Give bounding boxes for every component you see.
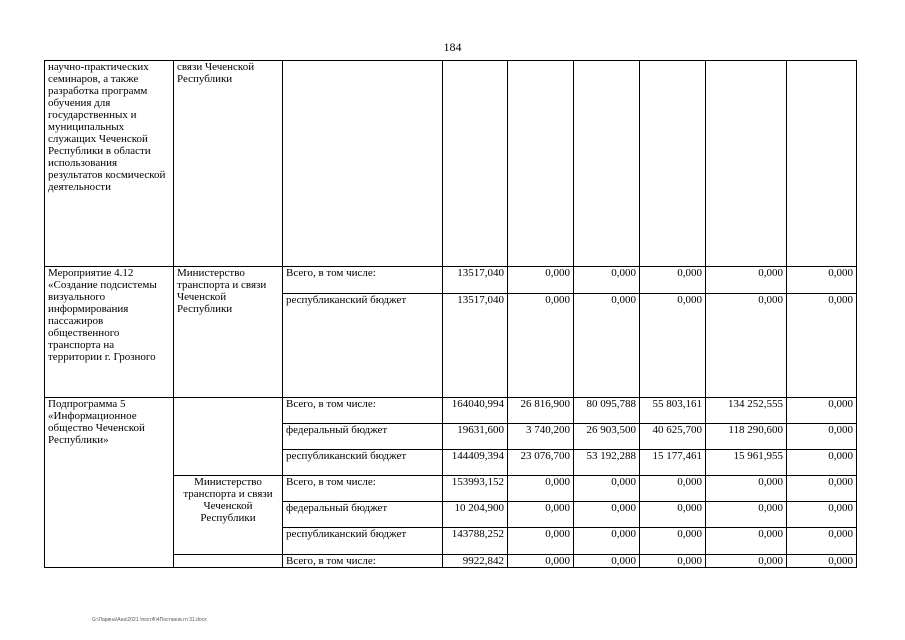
executor-cell: связи Чеченской Республики	[174, 61, 283, 267]
table-row	[45, 398, 857, 424]
value-cell: 0,000	[508, 294, 574, 398]
value-cell: 0,000	[706, 555, 787, 568]
value-cell	[574, 61, 640, 267]
value-cell: 9922,842	[443, 555, 508, 568]
value-cell: 164040,994	[443, 398, 508, 424]
value-cell: 0,000	[574, 528, 640, 555]
value-cell: 10 204,900	[443, 502, 508, 528]
value-cell: 0,000	[508, 555, 574, 568]
source-cell: республиканский бюджет	[283, 528, 443, 555]
subprogram-cell: Подпрограмма 5 «Информационное общество Чеченской Республики»	[45, 398, 174, 568]
source-cell: федеральный бюджет	[283, 424, 443, 450]
value-cell: 26 816,900	[508, 398, 574, 424]
value-cell: 144409,394	[443, 450, 508, 476]
value-cell: 0,000	[574, 502, 640, 528]
value-cell: 0,000	[508, 502, 574, 528]
value-cell: 0,000	[640, 267, 706, 294]
value-cell: 0,000	[787, 267, 857, 294]
value-cell: 15 961,955	[706, 450, 787, 476]
table-row	[45, 61, 857, 267]
value-cell: 0,000	[787, 294, 857, 398]
value-cell: 13517,040	[443, 267, 508, 294]
value-cell: 0,000	[706, 294, 787, 398]
value-cell: 118 290,600	[706, 424, 787, 450]
value-cell: 0,000	[640, 294, 706, 398]
program-table	[44, 60, 857, 568]
file-path-footer: G:\Ларина\Ана\2021 \постФ\4Постанов.гл 31.docx	[92, 617, 207, 623]
activity-cell: научно-практических семинаров, а также разработка программ обучения для государственных и муниципальных служащих Чеченской Республики в области использования результатов космической деятельности	[45, 61, 174, 267]
value-cell: 13517,040	[443, 294, 508, 398]
value-cell	[443, 61, 508, 267]
value-cell: 0,000	[574, 267, 640, 294]
page-number: 184	[443, 40, 462, 54]
value-cell: 3 740,200	[508, 424, 574, 450]
value-cell: 19631,600	[443, 424, 508, 450]
value-cell: 0,000	[706, 267, 787, 294]
value-cell: 134 252,555	[706, 398, 787, 424]
value-cell: 0,000	[787, 424, 857, 450]
value-cell: 0,000	[787, 555, 857, 568]
executor-cell: Министерство транспорта и связи Чеченской Республики	[174, 267, 283, 398]
value-cell: 0,000	[787, 476, 857, 502]
executor-cell	[174, 398, 283, 476]
source-cell: Всего, в том числе:	[283, 476, 443, 502]
source-cell	[283, 61, 443, 267]
source-cell: Всего, в том числе:	[283, 398, 443, 424]
value-cell: 80 095,788	[574, 398, 640, 424]
value-cell: 0,000	[574, 476, 640, 502]
value-cell: 0,000	[787, 450, 857, 476]
value-cell: 0,000	[574, 294, 640, 398]
value-cell: 40 625,700	[640, 424, 706, 450]
executor-cell	[174, 555, 283, 568]
value-cell: 0,000	[508, 267, 574, 294]
source-cell: Всего, в том числе:	[283, 267, 443, 294]
value-cell: 143788,252	[443, 528, 508, 555]
value-cell	[508, 61, 574, 267]
source-cell: Всего, в том числе:	[283, 555, 443, 568]
executor-cell: Министерство транспорта и связи Чеченской Республики	[174, 476, 283, 555]
source-cell: республиканский бюджет	[283, 450, 443, 476]
value-cell: 26 903,500	[574, 424, 640, 450]
value-cell: 0,000	[706, 528, 787, 555]
value-cell: 0,000	[508, 528, 574, 555]
source-cell: республиканский бюджет	[283, 294, 443, 398]
value-cell: 55 803,161	[640, 398, 706, 424]
value-cell: 0,000	[640, 502, 706, 528]
value-cell: 0,000	[706, 476, 787, 502]
value-cell: 0,000	[640, 528, 706, 555]
value-cell: 0,000	[787, 502, 857, 528]
value-cell: 153993,152	[443, 476, 508, 502]
source-cell: федеральный бюджет	[283, 502, 443, 528]
value-cell: 0,000	[640, 476, 706, 502]
value-cell: 23 076,700	[508, 450, 574, 476]
value-cell	[706, 61, 787, 267]
table-row	[45, 267, 857, 294]
value-cell	[640, 61, 706, 267]
value-cell: 0,000	[787, 528, 857, 555]
activity-cell: Мероприятие 4.12 «Создание подсистемы визуального информирования пассажиров общественного транспорта на территории г. Грозного	[45, 267, 174, 398]
value-cell	[787, 61, 857, 267]
value-cell: 0,000	[706, 502, 787, 528]
value-cell: 0,000	[574, 555, 640, 568]
value-cell: 15 177,461	[640, 450, 706, 476]
value-cell: 0,000	[640, 555, 706, 568]
value-cell: 0,000	[787, 398, 857, 424]
value-cell: 53 192,288	[574, 450, 640, 476]
value-cell: 0,000	[508, 476, 574, 502]
